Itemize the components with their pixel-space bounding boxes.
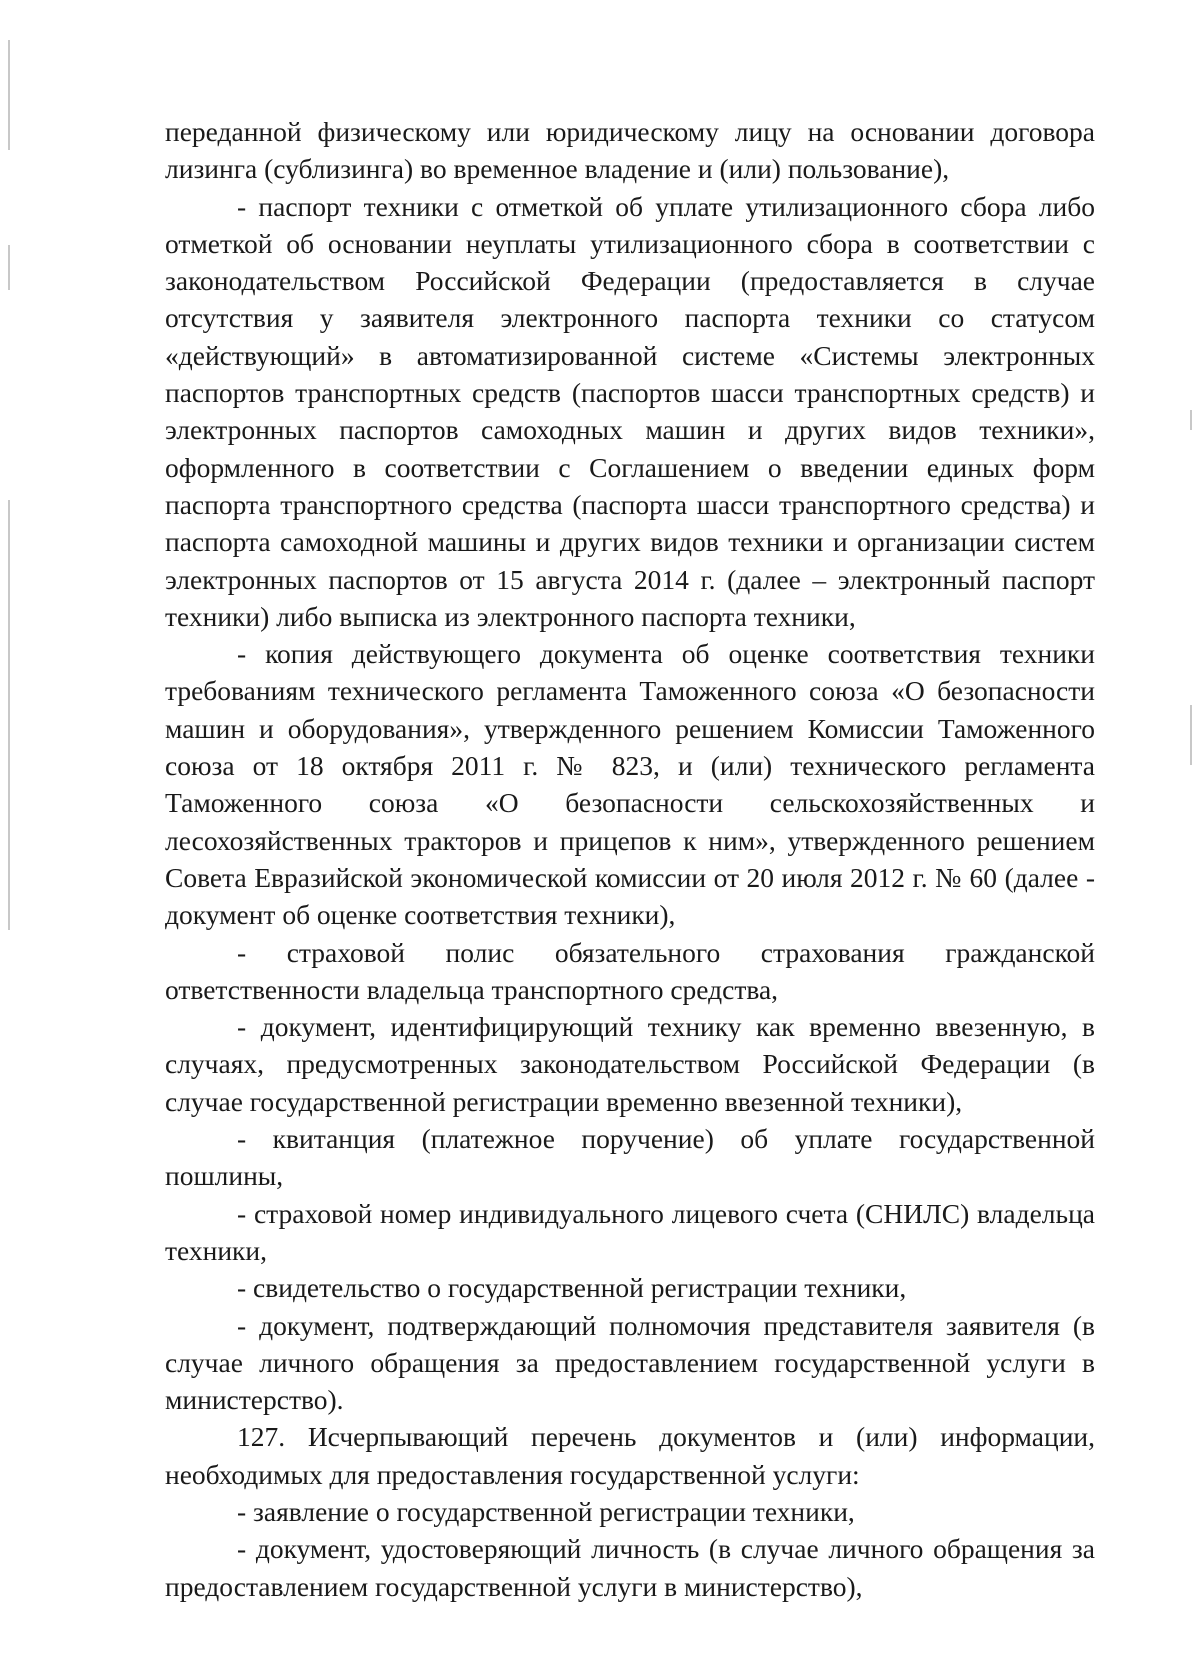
- list-item-registration-certificate: - свидетельство о государственной регистрации техники,: [237, 1272, 907, 1304]
- scan-margin-mark: [8, 245, 10, 290]
- scan-margin-mark: [1190, 410, 1192, 430]
- scan-margin-mark: [8, 40, 10, 150]
- scan-margin-mark: [1190, 705, 1192, 765]
- list-item-insurance-policy: - страховой полис обязательного страхования гражданской ответственности владельца транспортного средства,: [165, 936, 1095, 1005]
- list-item-application: - заявление о государственной регистрации техники,: [237, 1495, 855, 1527]
- section-127-heading: 127. Исчерпывающий перечень документов и (или) информации, необходимых для предоставления государственной услуги:: [165, 1421, 1095, 1490]
- list-item-conformity-document: - копия действующего документа об оценке соответствия техники требованиям технического регламента Таможенного союза «О безопасности машин и оборудования», утвержденного решением Комиссии Таможенного союза от 18 октября 2011 г. № 823, и (или) технического регламента Таможенного союза «О безопасности сельскохозяйственных и лесохозяйственных тракторов и прицепов к ним», утвержденного решением Совета Евразийской экономической комиссии от 20 июля 2012 г. № 60 (далее - документ об оценке соответствия техники),: [165, 638, 1095, 931]
- paragraph-continuation: переданной физическому или юридическому лицу на основании договора лизинга (сублизинга) во временное владение и (или) пользование),: [165, 116, 1095, 185]
- list-item-fee-receipt: - квитанция (платежное поручение) об уплате государственной пошлины,: [165, 1123, 1095, 1192]
- list-item-passport: - паспорт техники с отметкой об уплате утилизационного сбора либо отметкой об основании неуплаты утилизационного сбора в соответствии с законодательством Российской Федерации (предоставляется в случае отсутствия у заявителя электронного паспорта техники со статусом «действующий» в автоматизированной системе «Системы электронных паспортов транспортных средств (паспортов шасси транспортных средств) и электронных паспортов самоходных машин и других видов техники», оформленного в соответствии с Соглашением о введении единых форм паспорта транспортного средства (паспорта шасси транспортного средства) и паспорта самоходной машины и других видов техники и организации систем электронных паспортов от 15 августа 2014 г. (далее – электронный паспорт техники) либо выписка из электронного паспорта техники,: [165, 190, 1095, 632]
- document-body: [165, 113, 1095, 1605]
- list-item-identity-document: - документ, удостоверяющий личность (в случае личного обращения за предоставлением государственной услуги в министерство),: [165, 1533, 1095, 1602]
- scan-margin-mark: [8, 500, 10, 930]
- list-item-temporary-import-document: - документ, идентифицирующий технику как временно ввезенную, в случаях, предусмотренных законодательством Российской Федерации (в случае государственной регистрации временно ввезенной техники),: [165, 1011, 1095, 1117]
- list-item-snils: - страховой номер индивидуального лицевого счета (СНИЛС) владельца техники,: [165, 1197, 1095, 1266]
- list-item-representative-authority: - документ, подтверждающий полномочия представителя заявителя (в случае личного обращения за предоставлением государственной услуги в министерство).: [165, 1309, 1095, 1416]
